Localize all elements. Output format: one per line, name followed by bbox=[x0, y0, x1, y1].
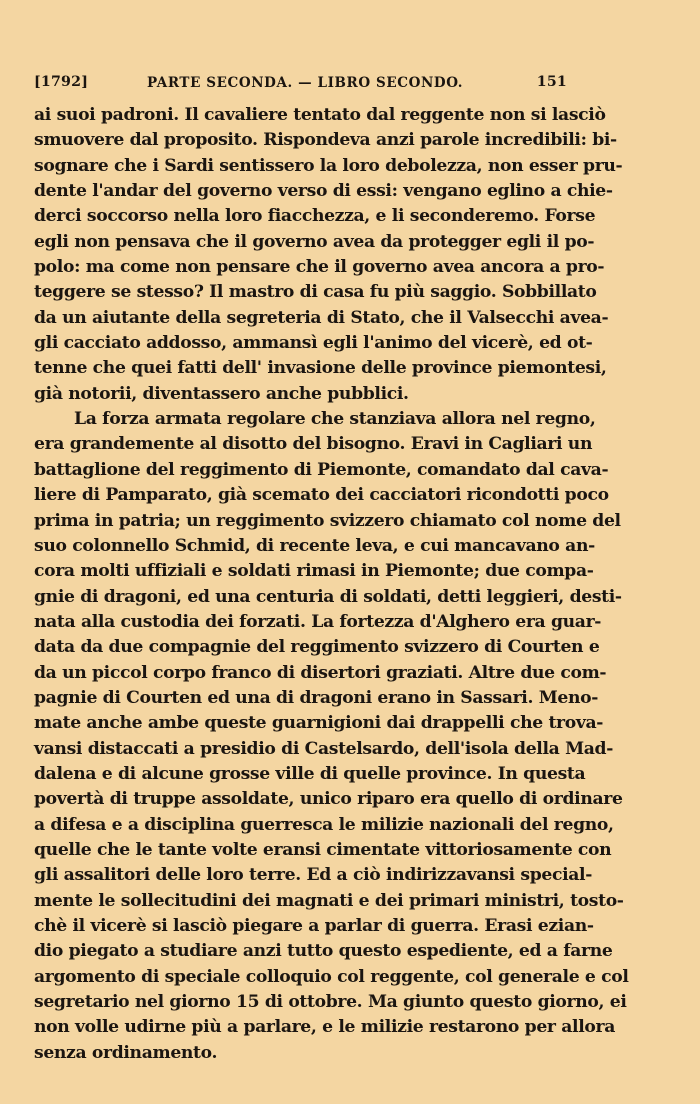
text-line: tenne che quei fatti dell' invasione delle province piemontesi, bbox=[34, 358, 607, 379]
text-line: era grandemente al disotto del bisogno. Eravi in Cagliari un bbox=[34, 434, 593, 455]
text-line: polo: ma come non pensare che il governo avea ancora a pro- bbox=[34, 257, 605, 278]
text-line: dalena e di alcune grosse ville di quelle province. In questa bbox=[34, 763, 586, 784]
text-line: a difesa e a disciplina guerresca le milizie nazionali del regno, bbox=[34, 814, 614, 835]
text-line: suo colonnello Schmid, di recente leva, e cui mancavano an- bbox=[34, 535, 595, 556]
text-line: da un aiutante della segreteria di Stato, che il Valsecchi avea- bbox=[34, 307, 609, 328]
text-line: nata alla custodia dei forzati. La fortezza d'Alghero era guar- bbox=[34, 611, 602, 632]
text-line: smuovere dal proposito. Rispondeva anzi parole incredibili: bi- bbox=[34, 130, 617, 151]
text-line: gli assalitori delle loro terre. Ed a ciò indirizzavansi special- bbox=[34, 865, 592, 886]
text-line: non volle udirne più a parlare, e le milizie restarono per allora bbox=[34, 1017, 616, 1038]
text-line: povertà di truppe assoldate, unico riparo era quello di ordinare bbox=[34, 789, 623, 810]
text-line: prima in patria; un reggimento svizzero chiamato col nome del bbox=[34, 510, 621, 531]
text-line: gnie di dragoni, ed una centuria di soldati, detti leggieri, desti- bbox=[34, 586, 622, 607]
text-line: dente l'andar del governo verso di essi: vengano eglino a chie- bbox=[34, 181, 613, 202]
text-line: segretario nel giorno 15 di ottobre. Ma giunto questo giorno, ei bbox=[34, 992, 627, 1013]
running-title: PARTE SECONDA. — LIBRO SECONDO. bbox=[147, 75, 464, 91]
text-line: liere di Pamparato, già scemato dei cacciatori ricondotti poco bbox=[34, 485, 609, 506]
text-line: gli cacciato addosso, ammansì egli l'animo del vicerè, ed ot- bbox=[34, 333, 593, 354]
text-line: dio piegato a studiare anzi tutto questo espediente, ed a farne bbox=[34, 941, 613, 962]
text-line: mente le sollecitudini dei magnati e dei primari ministri, tosto- bbox=[34, 890, 624, 911]
text-line: cora molti uffiziali e soldati rimasi in Piemonte; due compa- bbox=[34, 561, 594, 582]
text-line: battaglione del reggimento di Piemonte, comandato dal cava- bbox=[34, 459, 609, 480]
text-line: chè il vicerè si lasciò piegare a parlar di guerra. Erasi ezian- bbox=[34, 916, 594, 936]
text-line: quelle che le tante volte eransi cimentate vittoriosamente con bbox=[34, 839, 612, 860]
running-head bbox=[34, 74, 568, 98]
text-line: già notorii, diventassero anche pubblici. bbox=[34, 383, 409, 404]
text-line: pagnie di Courten ed una di dragoni erano in Sassari. Meno- bbox=[34, 687, 599, 708]
text-line: La forza armata regolare che stanziava allora nel regno, bbox=[74, 409, 596, 430]
text-line: data da due compagnie del reggimento svizzero di Courten e bbox=[34, 637, 600, 658]
text-line: da un piccol corpo franco di disertori graziati. Altre due com- bbox=[34, 662, 607, 683]
text-line: ai suoi padroni. Il cavaliere tentato dal reggente non si lasciò bbox=[34, 105, 606, 125]
page-number: 151 bbox=[536, 74, 567, 90]
text-line: vansi distaccati a presidio di Castelsardo, dell'isola della Mad- bbox=[34, 738, 613, 759]
text-line: sognare che i Sardi sentissero la loro debolezza, non esser pru- bbox=[34, 155, 623, 176]
paragraph bbox=[34, 103, 623, 407]
text-line: senza ordinamento. bbox=[34, 1042, 218, 1063]
text-line: teggere se stesso? Il mastro di casa fu più saggio. Sobbillato bbox=[34, 282, 597, 303]
text-line: egli non pensava che il governo avea da protegger egli il po- bbox=[34, 231, 595, 252]
year-marker: [1792] bbox=[34, 74, 89, 90]
body-text bbox=[34, 103, 629, 1066]
text-line: mate anche ambe queste guarnigioni dai drappelli che trova- bbox=[34, 713, 604, 734]
text-line: derci soccorso nella loro fiacchezza, e li seconderemo. Forse bbox=[34, 206, 596, 227]
book-page bbox=[34, 74, 629, 1066]
text-line: argomento di speciale colloquio col reggente, col generale e col bbox=[34, 966, 629, 987]
paragraph bbox=[34, 407, 629, 1066]
